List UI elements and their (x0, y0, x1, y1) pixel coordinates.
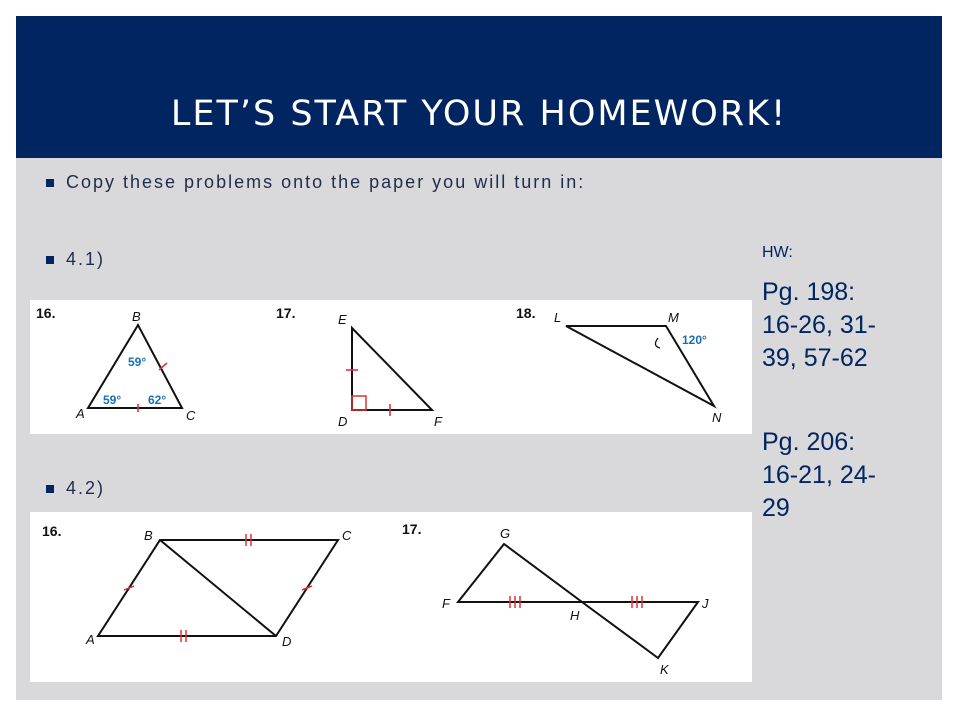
vertex-label: J (702, 596, 709, 611)
vertex-label: C (342, 528, 352, 543)
bullet-text: 4.1) (66, 249, 106, 269)
slide-title: LET’S START YOUR HOMEWORK! (170, 94, 788, 134)
hw-pages-206 (762, 426, 876, 525)
vertex-label: L (554, 310, 562, 325)
vertex-label: A (76, 406, 85, 421)
vertex-label: H (570, 608, 580, 623)
problem-number: 17. (276, 305, 296, 321)
bullet-instructions (46, 172, 585, 193)
angle-label: 120° (682, 333, 707, 347)
triangle-shape (582, 602, 698, 658)
bullet-text: Copy these problems onto the paper you will turn in: (66, 172, 586, 192)
hw-line: 16-26, 31- (762, 311, 876, 339)
vertex-label: F (442, 596, 450, 611)
vertex-label: C (186, 408, 196, 423)
bullet-section-4-1 (46, 249, 105, 270)
vertex-label: K (660, 662, 669, 677)
bullet-marker (46, 256, 54, 264)
angle-label: 59° (128, 355, 147, 369)
hw-line: Pg. 206: (762, 428, 856, 456)
angle-arc (655, 338, 660, 348)
problem-number: 16. (42, 523, 62, 539)
problem-number: 16. (36, 305, 56, 321)
right-angle-mark (352, 396, 366, 410)
triangle-shape (352, 328, 432, 410)
hw-line: 39, 57-62 (762, 344, 868, 372)
problem-number: 18. (516, 305, 536, 321)
diagonal-line (160, 540, 276, 636)
vertex-label: B (132, 309, 141, 324)
bullet-marker (46, 485, 54, 493)
angle-label: 59° (103, 393, 122, 407)
vertex-label: D (282, 634, 292, 649)
problem-17-triangles (402, 521, 709, 677)
vertex-label: D (338, 414, 348, 429)
hw-line: 16-21, 24- (762, 461, 876, 489)
hw-pages-198 (762, 276, 876, 375)
vertex-label: B (144, 528, 153, 543)
figure-set-4-2 (30, 512, 752, 682)
vertex-label: N (712, 410, 722, 425)
problem-17-triangle (276, 305, 443, 429)
problem-number: 17. (402, 521, 422, 537)
title-bar (16, 16, 942, 158)
figure-set-4-1 (30, 300, 752, 434)
vertex-label: E (338, 312, 347, 327)
triangle-shape (458, 544, 582, 602)
vertex-label: F (434, 414, 442, 429)
bullet-text: 4.2) (66, 478, 106, 498)
bullet-section-4-2 (46, 478, 105, 499)
bullet-marker (46, 179, 54, 187)
vertex-label: A (86, 632, 95, 647)
problem-18-triangle (516, 305, 722, 425)
hw-line: Pg. 198: (762, 278, 856, 306)
vertex-label: G (500, 526, 511, 541)
hw-label: HW: (762, 244, 793, 261)
angle-label: 62° (148, 393, 167, 407)
hw-line: 29 (762, 494, 790, 522)
problem-16-triangle (36, 305, 196, 423)
problem-16-parallelogram (42, 523, 352, 649)
vertex-label: M (668, 310, 679, 325)
